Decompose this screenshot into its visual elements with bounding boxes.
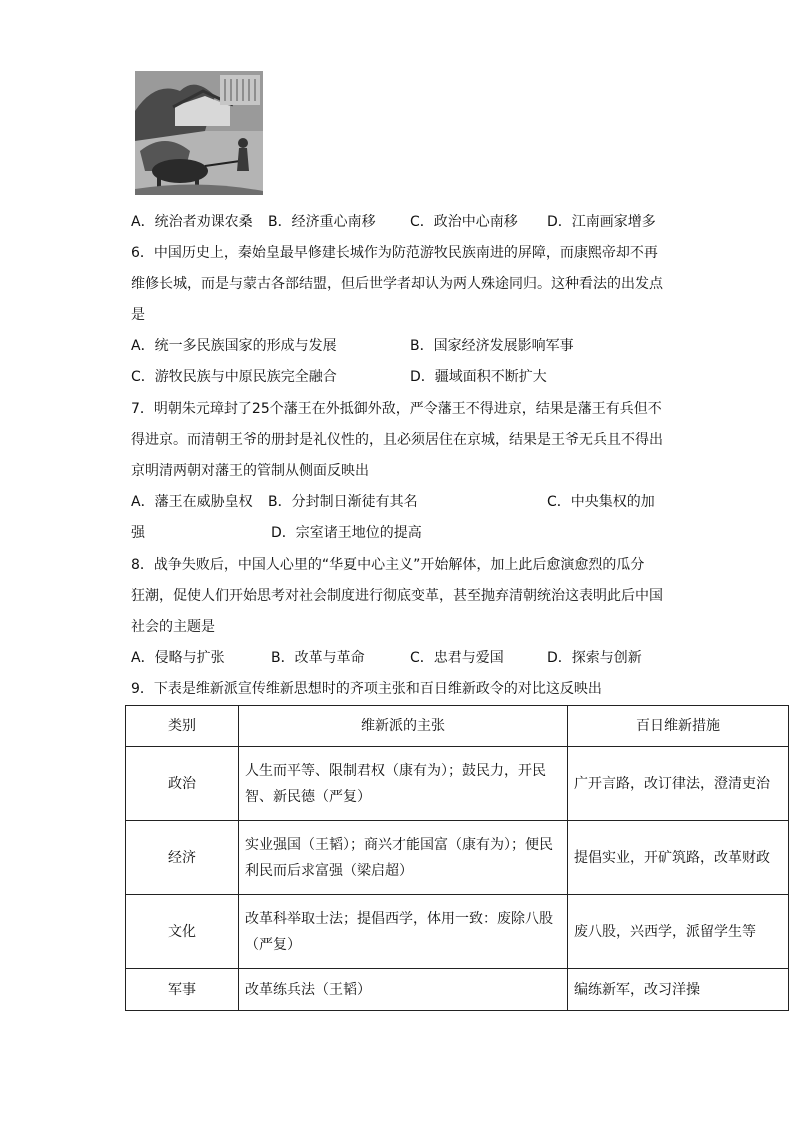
q6-option-b: B．国家经济发展影响军事: [410, 338, 574, 354]
table-row: [126, 895, 789, 969]
q8-stem-line-1: 8．战争失败后，中国人心里的“华夏中心主义”开始解体，加上此后愈演愈烈的瓜分: [131, 557, 645, 573]
q7-option-c: C．中央集权的加: [547, 494, 655, 510]
q6-option-c: C．游牧民族与中原民族完全融合: [131, 369, 337, 385]
table-cell-category: 政治: [126, 747, 239, 821]
table-cell-measures: 提倡实业，开矿筑路，改革财政: [568, 821, 789, 895]
q8-option-d: D．探索与创新: [547, 650, 642, 666]
table-cell-category: 文化: [126, 895, 239, 969]
ink-painting-image: [135, 71, 263, 195]
table-row: [126, 821, 789, 895]
table-row: [126, 747, 789, 821]
q6-option-a: A．统一多民族国家的形成与发展: [131, 338, 337, 354]
table-header-hundred-days-measures: 百日维新措施: [568, 706, 789, 747]
q8-option-c: C．忠君与爱国: [410, 650, 504, 666]
q7-option-b: B．分封制日渐徒有其名: [268, 494, 418, 510]
q8-stem-line-2: 狂潮，促使人们开始思考对社会制度进行彻底变革，甚至抛弃清朝统治这表明此后中国: [131, 588, 663, 604]
q8-option-a: A．侵略与扩张: [131, 650, 225, 666]
q6-option-d: D．疆域面积不断扩大: [410, 369, 547, 385]
q8-option-b: B．改革与革命: [271, 650, 365, 666]
q9-stem: 9．下表是维新派宣传维新思想时的齐项主张和百日维新政令的对比这反映出: [131, 681, 602, 697]
table-cell-measures: 废八股，兴西学，派留学生等: [568, 895, 789, 969]
table-cell-category: 军事: [126, 969, 239, 1011]
table-cell-ideas: 改革练兵法（王韬）: [239, 969, 568, 1011]
table-header-category: 类别: [126, 706, 239, 747]
q7-stem-line-2: 得进京。而清朝王爷的册封是礼仪性的，且必须居住在京城，结果是王爷无兵且不得出: [131, 432, 663, 448]
table-cell-ideas: 改革科举取士法；提倡西学，体用一致：废除八股（严复）: [239, 895, 568, 969]
q6-stem-line-3: 是: [131, 307, 145, 323]
q7-stem-line-3: 京明清两朝对藩王的管制从侧面反映出: [131, 463, 369, 479]
comparison-table: [125, 705, 789, 1011]
table-row: [126, 969, 789, 1011]
q7-option-c-continued: 强: [131, 525, 145, 541]
q5-option-a: A．统治者劝课农桑: [131, 214, 253, 230]
q6-stem-line-2: 维修长城，而是与蒙古各部结盟，但后世学者却认为两人殊途同归。这种看法的出发点: [131, 276, 663, 292]
table-cell-measures: 编练新军，改习洋操: [568, 969, 789, 1011]
q6-stem-line-1: 6．中国历史上，秦始皇最早修建长城作为防范游牧民族南进的屏障，而康熙帝却不再: [131, 245, 658, 261]
q8-stem-line-3: 社会的主题是: [131, 619, 215, 635]
table-cell-category: 经济: [126, 821, 239, 895]
table-cell-ideas: 人生而平等、限制君权（康有为）；鼓民力，开民智、新民德（严复）: [239, 747, 568, 821]
table-cell-measures: 广开言路，改订律法，澄清吏治: [568, 747, 789, 821]
q7-option-a: A．藩王在威胁皇权: [131, 494, 253, 510]
q5-option-c: C．政治中心南移: [410, 214, 518, 230]
q5-option-d: D．江南画家增多: [547, 214, 656, 230]
table-header-reformist-ideas: 维新派的主张: [239, 706, 568, 747]
q7-option-d: D．宗室诸王地位的提高: [271, 525, 422, 541]
q7-stem-line-1: 7．明朝朱元璋封了25个藩王在外抵御外敌，严令藩王不得进京，结果是藩王有兵但不: [131, 401, 662, 417]
table-cell-ideas: 实业强国（王韬）；商兴才能国富（康有为）；便民利民而后求富强（梁启超）: [239, 821, 568, 895]
table-header-row: [126, 706, 789, 747]
q5-option-b: B．经济重心南移: [268, 214, 376, 230]
